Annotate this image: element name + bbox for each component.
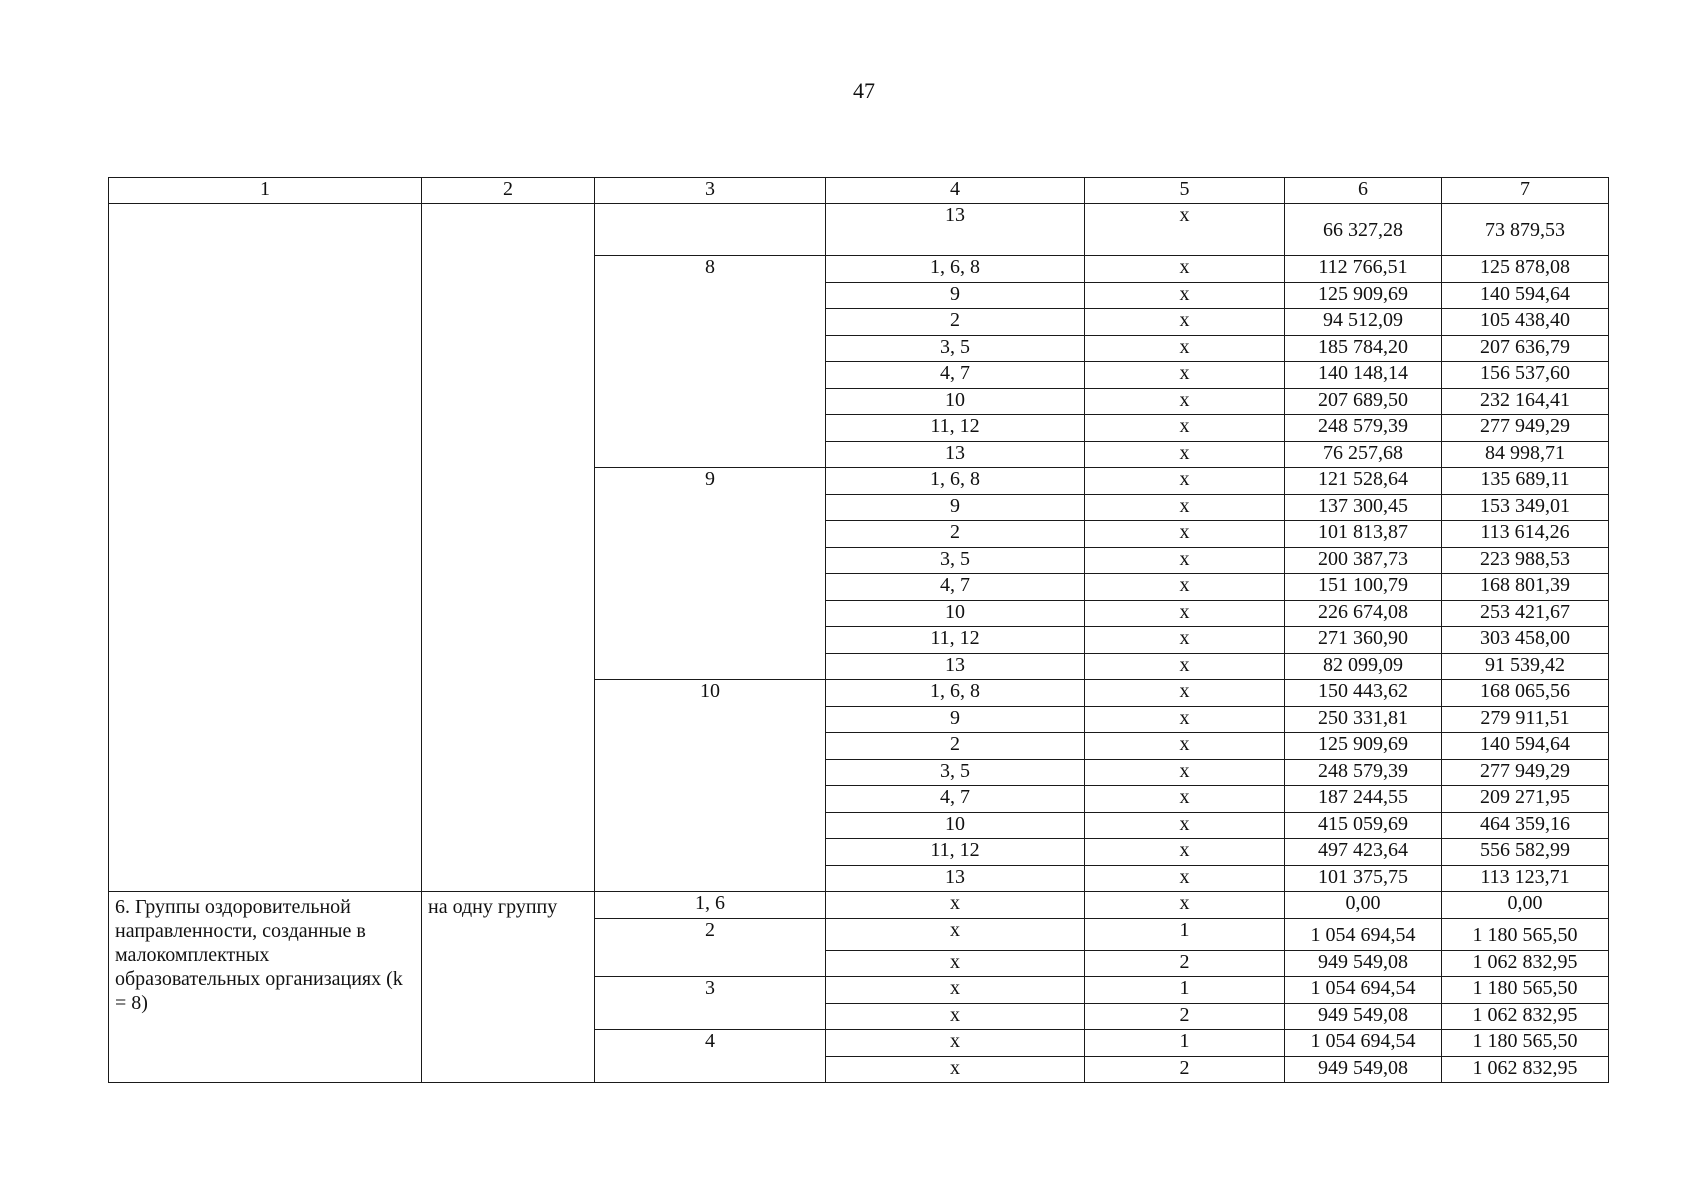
cell-col7: 0,00 bbox=[1442, 892, 1609, 919]
cell-col5: x bbox=[1085, 812, 1285, 839]
cell-col4: x bbox=[826, 1030, 1085, 1057]
cell-col3-group: 1, 6 bbox=[595, 892, 826, 919]
cell-col3-group: 3 bbox=[595, 977, 826, 1030]
cell-col6: 207 689,50 bbox=[1285, 388, 1442, 415]
cell-col5: x bbox=[1085, 388, 1285, 415]
cell-col6: 949 549,08 bbox=[1285, 950, 1442, 977]
column-number: 3 bbox=[595, 178, 826, 204]
cell-col5: x bbox=[1085, 653, 1285, 680]
cell-col7: 253 421,67 bbox=[1442, 600, 1609, 627]
cell-col7: 1 062 832,95 bbox=[1442, 950, 1609, 977]
cell-col4: 11, 12 bbox=[826, 415, 1085, 442]
cell-col6: 94 512,09 bbox=[1285, 309, 1442, 336]
cell-col5: x bbox=[1085, 362, 1285, 389]
cell-col7: 135 689,11 bbox=[1442, 468, 1609, 495]
cell-col4: 4, 7 bbox=[826, 786, 1085, 813]
cell-col6: 271 360,90 bbox=[1285, 627, 1442, 654]
cell-col4: 1, 6, 8 bbox=[826, 256, 1085, 283]
cell-col5: x bbox=[1085, 521, 1285, 548]
cell-col7: 113 614,26 bbox=[1442, 521, 1609, 548]
cell-col6: 949 549,08 bbox=[1285, 1003, 1442, 1030]
cell-col7: 223 988,53 bbox=[1442, 547, 1609, 574]
cell-col3-group: 8 bbox=[595, 256, 826, 468]
cell-col6: 121 528,64 bbox=[1285, 468, 1442, 495]
cell-col6: 1 054 694,54 bbox=[1285, 977, 1442, 1004]
cell-col6: 137 300,45 bbox=[1285, 494, 1442, 521]
cell-col7: 1 180 565,50 bbox=[1442, 918, 1609, 950]
section-6-unit: на одну группу bbox=[422, 892, 595, 1083]
cell-col5: x bbox=[1085, 204, 1285, 256]
cell-col4: x bbox=[826, 1056, 1085, 1083]
cell-col4: 13 bbox=[826, 865, 1085, 892]
cell-col7: 1 180 565,50 bbox=[1442, 977, 1609, 1004]
cell-col4: x bbox=[826, 918, 1085, 950]
cell-col5: 2 bbox=[1085, 1056, 1285, 1083]
cell-col5: x bbox=[1085, 335, 1285, 362]
cell-col5: x bbox=[1085, 839, 1285, 866]
column-number: 4 bbox=[826, 178, 1085, 204]
cell-col7: 207 636,79 bbox=[1442, 335, 1609, 362]
cell-col7: 464 359,16 bbox=[1442, 812, 1609, 839]
cell-col7: 277 949,29 bbox=[1442, 759, 1609, 786]
cell-col6: 112 766,51 bbox=[1285, 256, 1442, 283]
table-row bbox=[109, 892, 1609, 919]
cell-col5: x bbox=[1085, 706, 1285, 733]
rates-table bbox=[108, 177, 1609, 1083]
cell-col4: 13 bbox=[826, 441, 1085, 468]
cell-col4: 9 bbox=[826, 494, 1085, 521]
cell-col4: 1, 6, 8 bbox=[826, 680, 1085, 707]
cell-col7: 556 582,99 bbox=[1442, 839, 1609, 866]
cell-col4: 4, 7 bbox=[826, 362, 1085, 389]
cell-col6: 497 423,64 bbox=[1285, 839, 1442, 866]
cell-col6: 248 579,39 bbox=[1285, 415, 1442, 442]
column-number-row bbox=[109, 178, 1609, 204]
cell-col6: 125 909,69 bbox=[1285, 733, 1442, 760]
cell-col4: 9 bbox=[826, 706, 1085, 733]
cell-col4: 9 bbox=[826, 282, 1085, 309]
cell-col5: x bbox=[1085, 574, 1285, 601]
cell-col7: 279 911,51 bbox=[1442, 706, 1609, 733]
cell-col7: 168 801,39 bbox=[1442, 574, 1609, 601]
cell-col7: 113 123,71 bbox=[1442, 865, 1609, 892]
cell-col6: 949 549,08 bbox=[1285, 1056, 1442, 1083]
cell-col7: 303 458,00 bbox=[1442, 627, 1609, 654]
cell-col5: x bbox=[1085, 680, 1285, 707]
cell-col6: 1 054 694,54 bbox=[1285, 1030, 1442, 1057]
cell-col5: x bbox=[1085, 865, 1285, 892]
cell-col3-empty bbox=[595, 204, 826, 256]
column-number: 2 bbox=[422, 178, 595, 204]
cell-col6: 1 054 694,54 bbox=[1285, 918, 1442, 950]
cell-col6: 101 813,87 bbox=[1285, 521, 1442, 548]
cell-col6: 125 909,69 bbox=[1285, 282, 1442, 309]
cell-col6: 150 443,62 bbox=[1285, 680, 1442, 707]
cell-col5: x bbox=[1085, 282, 1285, 309]
cell-col5: 2 bbox=[1085, 950, 1285, 977]
cell-col7: 156 537,60 bbox=[1442, 362, 1609, 389]
cell-col6: 0,00 bbox=[1285, 892, 1442, 919]
cell-col7: 1 180 565,50 bbox=[1442, 1030, 1609, 1057]
cell-col4: 10 bbox=[826, 600, 1085, 627]
cell-col4: x bbox=[826, 892, 1085, 919]
cell-col6: 185 784,20 bbox=[1285, 335, 1442, 362]
cell-col2-empty bbox=[422, 204, 595, 892]
cell-col5: x bbox=[1085, 256, 1285, 283]
cell-col4: 2 bbox=[826, 733, 1085, 760]
column-number: 1 bbox=[109, 178, 422, 204]
section-6-title: 6. Группы оздоровительной направленности, созданные в малокомплектных образовательных организациях (k = 8) bbox=[109, 892, 422, 1083]
cell-col5: x bbox=[1085, 309, 1285, 336]
cell-col7: 209 271,95 bbox=[1442, 786, 1609, 813]
cell-col7: 84 998,71 bbox=[1442, 441, 1609, 468]
cell-col7: 1 062 832,95 bbox=[1442, 1056, 1609, 1083]
column-number: 7 bbox=[1442, 178, 1609, 204]
cell-col4: 3, 5 bbox=[826, 335, 1085, 362]
cell-col4: 10 bbox=[826, 388, 1085, 415]
cell-col4: 11, 12 bbox=[826, 627, 1085, 654]
cell-col7: 168 065,56 bbox=[1442, 680, 1609, 707]
cell-col4: 11, 12 bbox=[826, 839, 1085, 866]
cell-col5: 1 bbox=[1085, 1030, 1285, 1057]
cell-col6: 76 257,68 bbox=[1285, 441, 1442, 468]
cell-col4: x bbox=[826, 1003, 1085, 1030]
cell-col6: 226 674,08 bbox=[1285, 600, 1442, 627]
cell-col5: 2 bbox=[1085, 1003, 1285, 1030]
cell-col4: x bbox=[826, 950, 1085, 977]
column-number: 5 bbox=[1085, 178, 1285, 204]
cell-col5: x bbox=[1085, 441, 1285, 468]
cell-col6: 82 099,09 bbox=[1285, 653, 1442, 680]
page-number: 47 bbox=[853, 78, 875, 103]
cell-col3-group: 10 bbox=[595, 680, 826, 892]
column-number: 6 bbox=[1285, 178, 1442, 204]
cell-col7: 153 349,01 bbox=[1442, 494, 1609, 521]
cell-col4: 1, 6, 8 bbox=[826, 468, 1085, 495]
cell-col6: 151 100,79 bbox=[1285, 574, 1442, 601]
cell-col6: 248 579,39 bbox=[1285, 759, 1442, 786]
cell-col5: 1 bbox=[1085, 977, 1285, 1004]
cell-col6: 101 375,75 bbox=[1285, 865, 1442, 892]
cell-col6: 140 148,14 bbox=[1285, 362, 1442, 389]
cell-col5: x bbox=[1085, 494, 1285, 521]
cell-col7: 140 594,64 bbox=[1442, 733, 1609, 760]
cell-col7: 277 949,29 bbox=[1442, 415, 1609, 442]
cell-col7: 125 878,08 bbox=[1442, 256, 1609, 283]
cell-col4: 3, 5 bbox=[826, 759, 1085, 786]
cell-col3-group: 2 bbox=[595, 918, 826, 977]
cell-col6: 187 244,55 bbox=[1285, 786, 1442, 813]
cell-col4: 4, 7 bbox=[826, 574, 1085, 601]
cell-col5: x bbox=[1085, 600, 1285, 627]
cell-col5: x bbox=[1085, 468, 1285, 495]
cell-col5: x bbox=[1085, 892, 1285, 919]
cell-col1-empty bbox=[109, 204, 422, 892]
cell-col3-group: 4 bbox=[595, 1030, 826, 1083]
cell-col7: 91 539,42 bbox=[1442, 653, 1609, 680]
cell-col5: x bbox=[1085, 415, 1285, 442]
cell-col6: 415 059,69 bbox=[1285, 812, 1442, 839]
cell-col7: 140 594,64 bbox=[1442, 282, 1609, 309]
table-row bbox=[109, 204, 1609, 256]
cell-col4: 13 bbox=[826, 653, 1085, 680]
cell-col4: 2 bbox=[826, 521, 1085, 548]
cell-col6: 250 331,81 bbox=[1285, 706, 1442, 733]
cell-col4: 13 bbox=[826, 204, 1085, 256]
cell-col3-group: 9 bbox=[595, 468, 826, 680]
cell-col5: x bbox=[1085, 547, 1285, 574]
cell-col5: x bbox=[1085, 733, 1285, 760]
cell-col5: x bbox=[1085, 627, 1285, 654]
cell-col7: 1 062 832,95 bbox=[1442, 1003, 1609, 1030]
table-body bbox=[109, 178, 1609, 1083]
cell-col4: 2 bbox=[826, 309, 1085, 336]
cell-col5: 1 bbox=[1085, 918, 1285, 950]
cell-col7: 73 879,53 bbox=[1442, 204, 1609, 256]
cell-col7: 105 438,40 bbox=[1442, 309, 1609, 336]
cell-col6: 200 387,73 bbox=[1285, 547, 1442, 574]
cell-col6: 66 327,28 bbox=[1285, 204, 1442, 256]
cell-col5: x bbox=[1085, 786, 1285, 813]
cell-col7: 232 164,41 bbox=[1442, 388, 1609, 415]
cell-col4: x bbox=[826, 977, 1085, 1004]
cell-col5: x bbox=[1085, 759, 1285, 786]
cell-col4: 10 bbox=[826, 812, 1085, 839]
cell-col4: 3, 5 bbox=[826, 547, 1085, 574]
